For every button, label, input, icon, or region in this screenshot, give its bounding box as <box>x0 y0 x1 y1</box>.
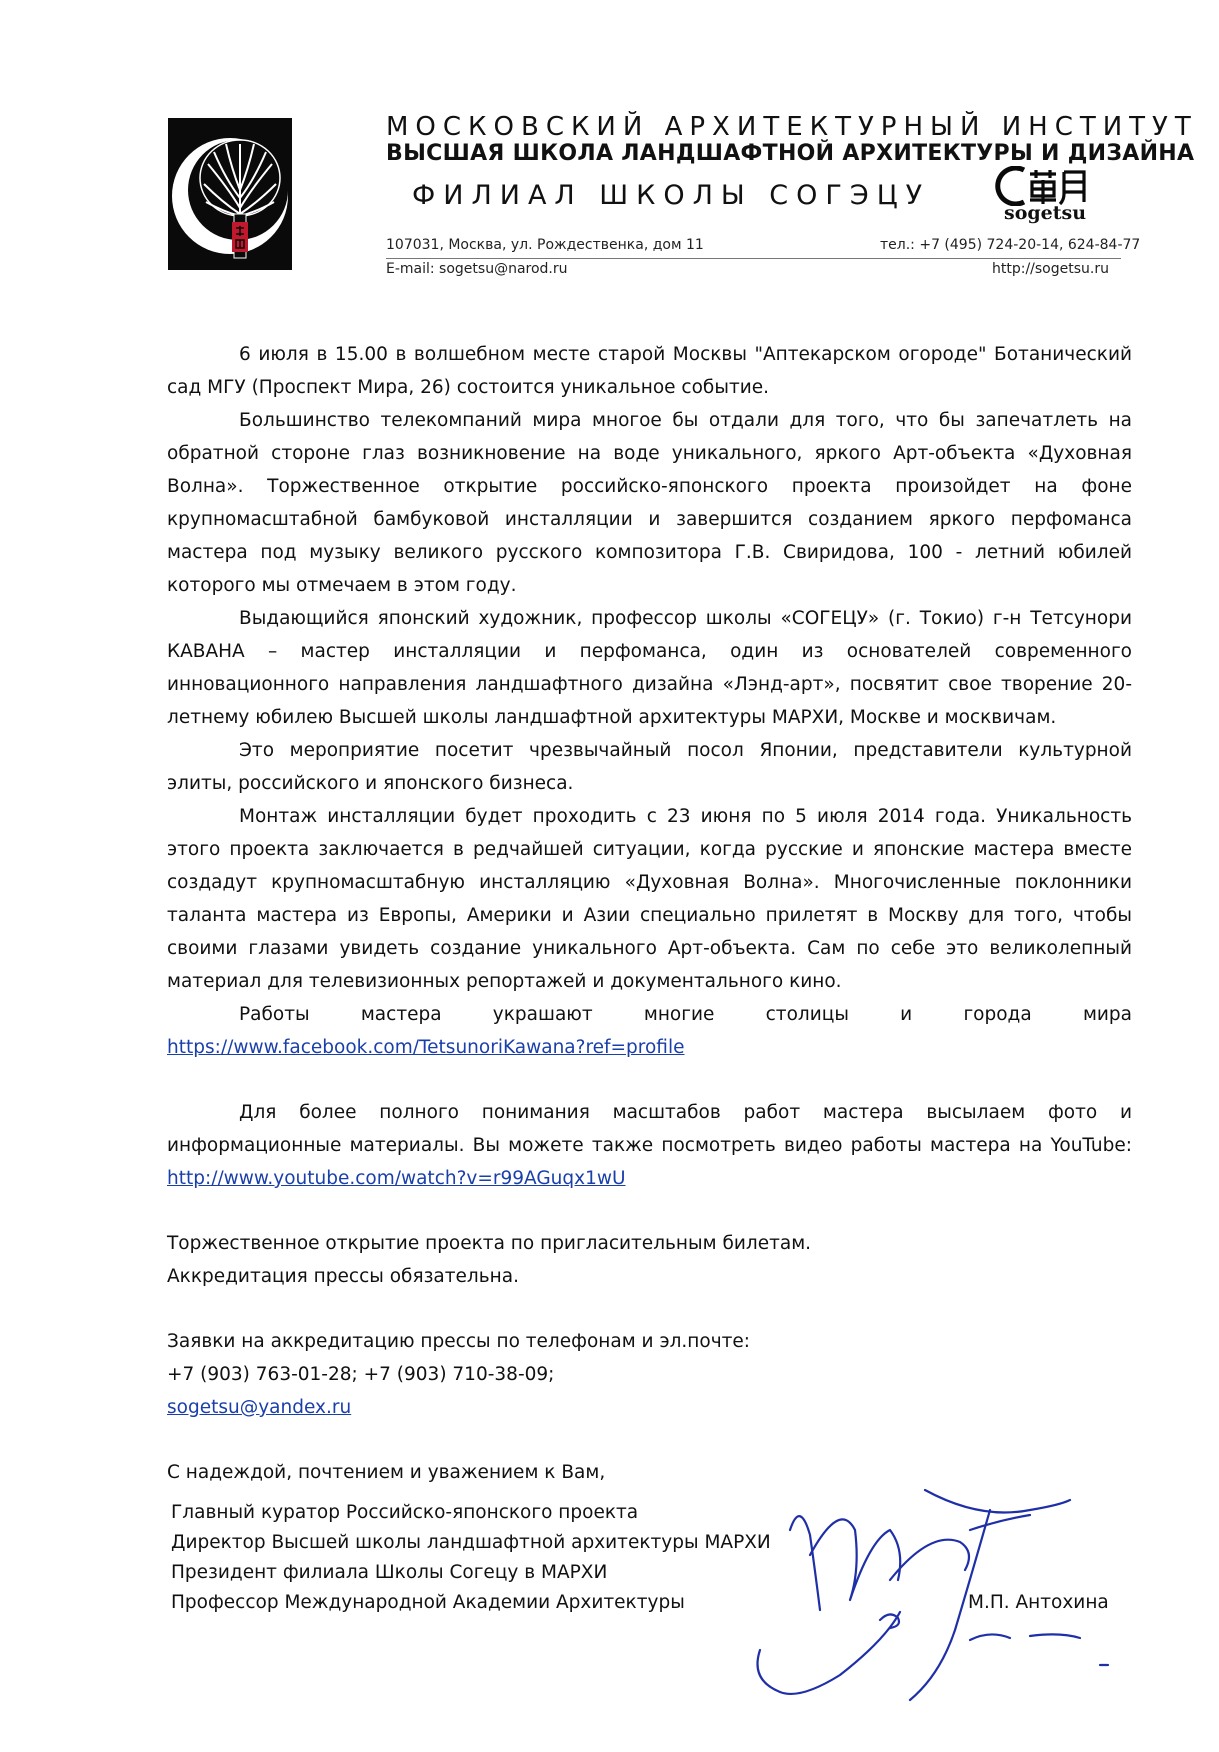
signer-title-curator: Главный куратор Российско-японского проекта <box>171 1502 639 1523</box>
accreditation-note: Аккредитация прессы обязательна. <box>167 1266 519 1287</box>
facebook-link[interactable]: https://www.facebook.com/TetsunoriKawana?ref=profile <box>167 1037 685 1058</box>
signer-title-president: Президент филиала Школы Согецу в МАРХИ <box>171 1562 608 1583</box>
phone: тел.: +7 (495) 724-20-14, 624-84-77 <box>880 237 1141 253</box>
header-email: E-mail: sogetsu@narod.ru <box>386 261 568 277</box>
tree-in-crescent-logo <box>168 118 292 270</box>
school-name: ВЫСШАЯ ШКОЛА ЛАНДШАФТНОЙ АРХИТЕКТУРЫ И ДИЗАЙНА <box>386 141 1195 166</box>
signer-title-professor: Профессор Международной Академии Архитектуры <box>171 1592 685 1613</box>
youtube-link[interactable]: http://www.youtube.com/watch?v=r99AGuqx1wU <box>167 1168 626 1189</box>
works-text: Работы мастера украшают многие столицы и города мира <box>239 1004 1132 1025</box>
paragraph-art-object: Большинство телекомпаний мира многое бы отдали для того, что бы запечатлеть на обратной стороне глаз возникновение на воде уникального, яркого Арт-объекта «Духовная Волна». Торжественное открытие российско-японского проекта произойдет на фоне крупномасштабной бамбуковой инсталляции и завершится созданием яркого перфоманса мастера под музыку великого русского композитора Г.В. Свиридова, 100 - летний юбилей которого мы отмечаем в этом году. <box>167 410 1132 596</box>
header-divider <box>386 258 1121 259</box>
contact-email-link[interactable]: sogetsu@yandex.ru <box>167 1397 352 1418</box>
institute-name: МОСКОВСКИЙ АРХИТЕКТУРНЫЙ ИНСТИТУТ <box>386 112 1198 142</box>
contact-email-line <box>167 1391 1132 1424</box>
letter-body <box>167 338 1132 1489</box>
sogetsu-wordmark: sogetsu <box>1004 202 1087 224</box>
contact-phones: +7 (903) 763-01-28; +7 (903) 710-38-09; <box>167 1364 555 1385</box>
closing-line: С надеждой, почтением и уважением к Вам, <box>167 1462 606 1483</box>
signer-name: М.П. Антохина <box>968 1592 1109 1613</box>
handwritten-signature <box>740 1460 1180 1710</box>
paragraph-event: 6 июля в 15.00 в волшебном месте старой Москвы "Аптекарском огороде" Ботанический сад МГУ (Проспект Мира, 26) состоится уникальное событие. <box>167 344 1132 398</box>
signer-title-director: Директор Высшей школы ландшафтной архитектуры МАРХИ <box>171 1532 771 1553</box>
tickets-note: Торжественное открытие проекта по пригласительным билетам. <box>167 1233 812 1254</box>
paragraph-guests: Это мероприятие посетит чрезвычайный посол Японии, представители культурной элиты, российского и японского бизнеса. <box>167 740 1132 794</box>
header-website: http://sogetsu.ru <box>992 261 1109 277</box>
branch-name: ФИЛИАЛ ШКОЛЫ СОГЭЦУ <box>412 180 931 211</box>
address: 107031, Москва, ул. Рождественка, дом 11 <box>386 237 704 253</box>
paragraph-video <box>167 1096 1132 1195</box>
signer-titles <box>171 1498 771 1618</box>
requests-note: Заявки на аккредитацию прессы по телефонам и эл.почте: <box>167 1331 751 1352</box>
paragraph-works <box>167 998 1132 1064</box>
video-text: Для более полного понимания масштабов работ мастера высылаем фото и информационные материалы. Вы можете также посмотреть видео работы мастера на YouTube: <box>167 1102 1132 1156</box>
paragraph-artist: Выдающийся японский художник, профессор школы «СОГЕЦУ» (г. Токио) г-н Тетсунори КАВАНА – мастер инсталляции и перфоманса, один из основателей современного инновационного направления ландшафтного дизайна «Лэнд-арт», посвятит свое творение 20-летнему юбилею Высшей школы ландшафтной архитектуры МАРХИ, Москве и москвичам. <box>167 608 1132 728</box>
paragraph-installation: Монтаж инсталляции будет проходить с 23 июня по 5 июля 2014 года. Уникальность этого проекта заключается в редчайшей ситуации, когда русские и японские мастера вместе создадут крупномасштабную инсталляцию «Духовная Волна». Многочисленные поклонники таланта мастера из Европы, Америки и Азии специально прилетят в Москву для того, чтобы своими глазами увидеть создание уникального Арт-объекта. Сам по себе это великолепный материал для телевизионных репортажей и документального кино. <box>167 806 1132 992</box>
